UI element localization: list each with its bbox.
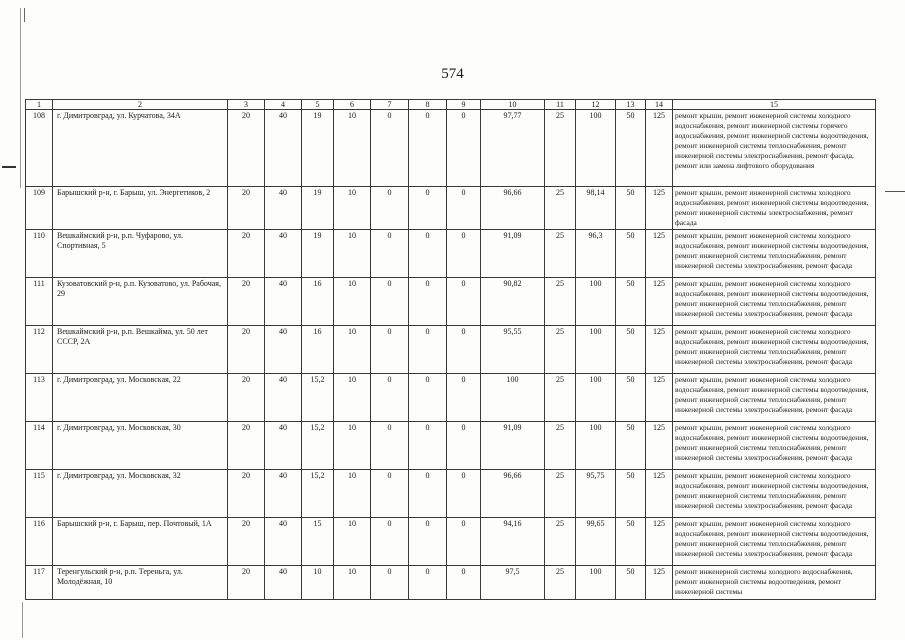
value-cell: 0 [409, 278, 447, 326]
value-cell: 25 [545, 518, 576, 566]
value-cell: 25 [545, 110, 576, 187]
value-cell: 20 [228, 230, 265, 278]
value-cell: 0 [409, 230, 447, 278]
value-cell: 40 [265, 518, 302, 566]
value-cell: 25 [545, 326, 576, 374]
value-cell: 0 [409, 326, 447, 374]
works-cell: ремонт крыши, ремонт инженерной системы холодного водоснабжения, ремонт инженерной системы водоотведения, ремонт инженерной системы теплоснабжения, ремонт инженерной системы электроснабжения, ремонт фасада [673, 470, 876, 518]
margin-line-short [24, 8, 25, 22]
value-cell: 25 [545, 278, 576, 326]
value-cell: 20 [228, 422, 265, 470]
works-cell: ремонт крыши, ремонт инженерной системы холодного водоснабжения, ремонт инженерной системы водоотведения, ремонт инженерной системы теплоснабжения, ремонт инженерной системы электроснабжения, ремонт фасада [673, 374, 876, 422]
address-cell: Вешкаймский р-н, р.п. Вешкайма, ул. 50 лет СССР, 2А [53, 326, 228, 374]
address-cell: г. Димитровград, ул. Московская, 22 [53, 374, 228, 422]
value-cell: 0 [371, 326, 409, 374]
value-cell: 20 [228, 110, 265, 187]
value-cell: 25 [545, 187, 576, 230]
value-cell: 0 [371, 230, 409, 278]
table-row [26, 422, 876, 470]
row-number: 112 [26, 326, 53, 374]
row-number: 113 [26, 374, 53, 422]
column-header-13: 13 [616, 100, 646, 110]
column-header-4: 4 [265, 100, 302, 110]
value-cell: 10 [334, 470, 371, 518]
value-cell: 0 [447, 470, 481, 518]
table-row [26, 566, 876, 600]
address-cell: г. Димитровград, ул. Московская, 30 [53, 422, 228, 470]
value-cell: 125 [646, 187, 673, 230]
value-cell: 125 [646, 110, 673, 187]
table-row [26, 326, 876, 374]
value-cell: 0 [371, 187, 409, 230]
value-cell: 125 [646, 470, 673, 518]
value-cell: 20 [228, 374, 265, 422]
works-cell: ремонт крыши, ремонт инженерной системы холодного водоснабжения, ремонт инженерной системы водоотведения, ремонт инженерной системы теплоснабжения, ремонт инженерной системы электроснабжения, ремонт фасада [673, 230, 876, 278]
value-cell: 0 [371, 278, 409, 326]
value-cell: 100 [576, 326, 616, 374]
column-header-10: 10 [481, 100, 545, 110]
value-cell: 50 [616, 422, 646, 470]
value-cell: 100 [576, 110, 616, 187]
value-cell: 19 [302, 110, 334, 187]
works-cell: ремонт крыши, ремонт инженерной системы холодного водоснабжения, ремонт инженерной системы водоотведения, ремонт инженерной системы теплоснабжения, ремонт инженерной системы электроснабжения, ремонт фасада [673, 278, 876, 326]
column-header-8: 8 [409, 100, 447, 110]
column-header-5: 5 [302, 100, 334, 110]
value-cell: 25 [545, 422, 576, 470]
value-cell: 50 [616, 230, 646, 278]
value-cell: 125 [646, 422, 673, 470]
value-cell: 0 [409, 187, 447, 230]
value-cell: 100 [576, 374, 616, 422]
value-cell: 0 [447, 110, 481, 187]
value-cell: 10 [334, 566, 371, 600]
table-row [26, 518, 876, 566]
value-cell: 40 [265, 422, 302, 470]
value-cell: 50 [616, 110, 646, 187]
value-cell: 0 [371, 566, 409, 600]
value-cell: 25 [545, 230, 576, 278]
address-cell: Теренгульский р-н, р.п. Тереньга, ул. Молодёжная, 10 [53, 566, 228, 600]
value-cell: 0 [447, 230, 481, 278]
value-cell: 10 [334, 518, 371, 566]
works-cell: ремонт крыши, ремонт инженерной системы холодного водоснабжения, ремонт инженерной системы водоотведения, ремонт инженерной системы теплоснабжения, ремонт инженерной системы электроснабжения, ремонт фасада [673, 518, 876, 566]
row-number: 111 [26, 278, 53, 326]
value-cell: 0 [447, 518, 481, 566]
value-cell: 10 [334, 278, 371, 326]
value-cell: 40 [265, 278, 302, 326]
value-cell: 10 [334, 187, 371, 230]
binding-mark-right [885, 191, 905, 192]
value-cell: 125 [646, 518, 673, 566]
value-cell: 16 [302, 278, 334, 326]
value-cell: 0 [447, 422, 481, 470]
value-cell: 0 [409, 470, 447, 518]
value-cell: 125 [646, 566, 673, 600]
row-number: 116 [26, 518, 53, 566]
value-cell: 16 [302, 326, 334, 374]
value-cell: 0 [371, 422, 409, 470]
value-cell: 40 [265, 326, 302, 374]
value-cell: 40 [265, 230, 302, 278]
works-cell: ремонт крыши, ремонт инженерной системы холодного водоснабжения, ремонт инженерной системы горячего водоснабжения, ремонт инженерной системы водоотведения, ремонт инженерной системы теплоснабжения, ремонт инженерной системы электроснабжения, ремонт фасада, ремонт или замена лифтового оборудования [673, 110, 876, 187]
table-row [26, 470, 876, 518]
value-cell: 100 [576, 566, 616, 600]
value-cell: 20 [228, 326, 265, 374]
address-cell: г. Димитровград, ул. Курчатова, 34А [53, 110, 228, 187]
table-row [26, 110, 876, 187]
value-cell: 50 [616, 278, 646, 326]
value-cell: 125 [646, 326, 673, 374]
value-cell: 0 [447, 374, 481, 422]
value-cell: 0 [371, 470, 409, 518]
value-cell: 19 [302, 230, 334, 278]
address-cell: Кузоватовский р-н, р.п. Кузоватово, ул. Рабочая, 29 [53, 278, 228, 326]
value-cell: 15,2 [302, 422, 334, 470]
value-cell: 0 [409, 374, 447, 422]
value-cell: 20 [228, 518, 265, 566]
margin-line-bottom [22, 602, 23, 638]
value-cell: 91,09 [481, 230, 545, 278]
value-cell: 40 [265, 187, 302, 230]
value-cell: 0 [371, 374, 409, 422]
header-row [26, 100, 876, 110]
value-cell: 96,66 [481, 470, 545, 518]
row-number: 117 [26, 566, 53, 600]
value-cell: 90,82 [481, 278, 545, 326]
value-cell: 100 [481, 374, 545, 422]
value-cell: 96,66 [481, 187, 545, 230]
value-cell: 25 [545, 374, 576, 422]
value-cell: 19 [302, 187, 334, 230]
value-cell: 40 [265, 470, 302, 518]
column-header-7: 7 [371, 100, 409, 110]
value-cell: 20 [228, 187, 265, 230]
value-cell: 0 [409, 566, 447, 600]
binding-mark [2, 166, 16, 168]
value-cell: 50 [616, 566, 646, 600]
value-cell: 50 [616, 326, 646, 374]
value-cell: 20 [228, 278, 265, 326]
address-cell: Вешкаймский р-н, р.п. Чуфарово, ул. Спортивная, 5 [53, 230, 228, 278]
value-cell: 96,3 [576, 230, 616, 278]
value-cell: 20 [228, 470, 265, 518]
column-header-12: 12 [576, 100, 616, 110]
value-cell: 50 [616, 518, 646, 566]
value-cell: 15 [302, 518, 334, 566]
works-cell: ремонт инженерной системы холодного водоснабжения, ремонт инженерной системы водоотведения, ремонт инженерной системы [673, 566, 876, 600]
value-cell: 15,2 [302, 470, 334, 518]
value-cell: 95,55 [481, 326, 545, 374]
table-body [26, 110, 876, 600]
value-cell: 10 [302, 566, 334, 600]
value-cell: 97,77 [481, 110, 545, 187]
column-header-14: 14 [646, 100, 673, 110]
value-cell: 0 [371, 518, 409, 566]
value-cell: 98,14 [576, 187, 616, 230]
table-row [26, 374, 876, 422]
address-cell: Барышский р-н, г. Барыш, пер. Почтовый, 1А [53, 518, 228, 566]
works-cell: ремонт крыши, ремонт инженерной системы холодного водоснабжения, ремонт инженерной системы водоотведения, ремонт инженерной системы теплоснабжения, ремонт инженерной системы электроснабжения, ремонт фасада [673, 326, 876, 374]
value-cell: 0 [371, 110, 409, 187]
page-number: 574 [441, 66, 464, 82]
value-cell: 0 [409, 422, 447, 470]
value-cell: 20 [228, 566, 265, 600]
value-cell: 40 [265, 110, 302, 187]
column-header-1: 1 [26, 100, 53, 110]
value-cell: 10 [334, 230, 371, 278]
row-number: 114 [26, 422, 53, 470]
address-cell: г. Димитровград, ул. Московская, 32 [53, 470, 228, 518]
table-row [26, 187, 876, 230]
value-cell: 99,65 [576, 518, 616, 566]
value-cell: 10 [334, 110, 371, 187]
works-cell: ремонт крыши, ремонт инженерной системы холодного водоснабжения, ремонт инженерной системы водоотведения, ремонт инженерной системы теплоснабжения, ремонт инженерной системы электроснабжения, ремонт фасада [673, 422, 876, 470]
value-cell: 97,5 [481, 566, 545, 600]
table-row [26, 278, 876, 326]
value-cell: 0 [447, 566, 481, 600]
value-cell: 0 [409, 518, 447, 566]
table-row [26, 230, 876, 278]
value-cell: 15,2 [302, 374, 334, 422]
column-header-9: 9 [447, 100, 481, 110]
value-cell: 0 [447, 326, 481, 374]
value-cell: 100 [576, 422, 616, 470]
value-cell: 10 [334, 326, 371, 374]
value-cell: 40 [265, 566, 302, 600]
data-table [25, 99, 876, 600]
column-header-2: 2 [53, 100, 228, 110]
value-cell: 10 [334, 422, 371, 470]
column-header-6: 6 [334, 100, 371, 110]
value-cell: 91,09 [481, 422, 545, 470]
value-cell: 25 [545, 470, 576, 518]
value-cell: 25 [545, 566, 576, 600]
value-cell: 0 [409, 110, 447, 187]
value-cell: 125 [646, 278, 673, 326]
value-cell: 0 [447, 278, 481, 326]
row-number: 110 [26, 230, 53, 278]
column-header-3: 3 [228, 100, 265, 110]
margin-line [20, 8, 21, 188]
value-cell: 95,75 [576, 470, 616, 518]
value-cell: 50 [616, 470, 646, 518]
value-cell: 125 [646, 230, 673, 278]
column-header-15: 15 [673, 100, 876, 110]
value-cell: 94,16 [481, 518, 545, 566]
value-cell: 125 [646, 374, 673, 422]
column-header-11: 11 [545, 100, 576, 110]
works-cell: ремонт крыши, ремонт инженерной системы холодного водоснабжения, ремонт инженерной системы водоотведения, ремонт инженерной системы электроснабжения, ремонт фасада [673, 187, 876, 230]
value-cell: 10 [334, 374, 371, 422]
address-cell: Барышский р-н, г. Барыш, ул. Энергетиков, 2 [53, 187, 228, 230]
value-cell: 0 [447, 187, 481, 230]
row-number: 108 [26, 110, 53, 187]
value-cell: 100 [576, 278, 616, 326]
value-cell: 40 [265, 374, 302, 422]
row-number: 109 [26, 187, 53, 230]
value-cell: 50 [616, 374, 646, 422]
row-number: 115 [26, 470, 53, 518]
value-cell: 50 [616, 187, 646, 230]
